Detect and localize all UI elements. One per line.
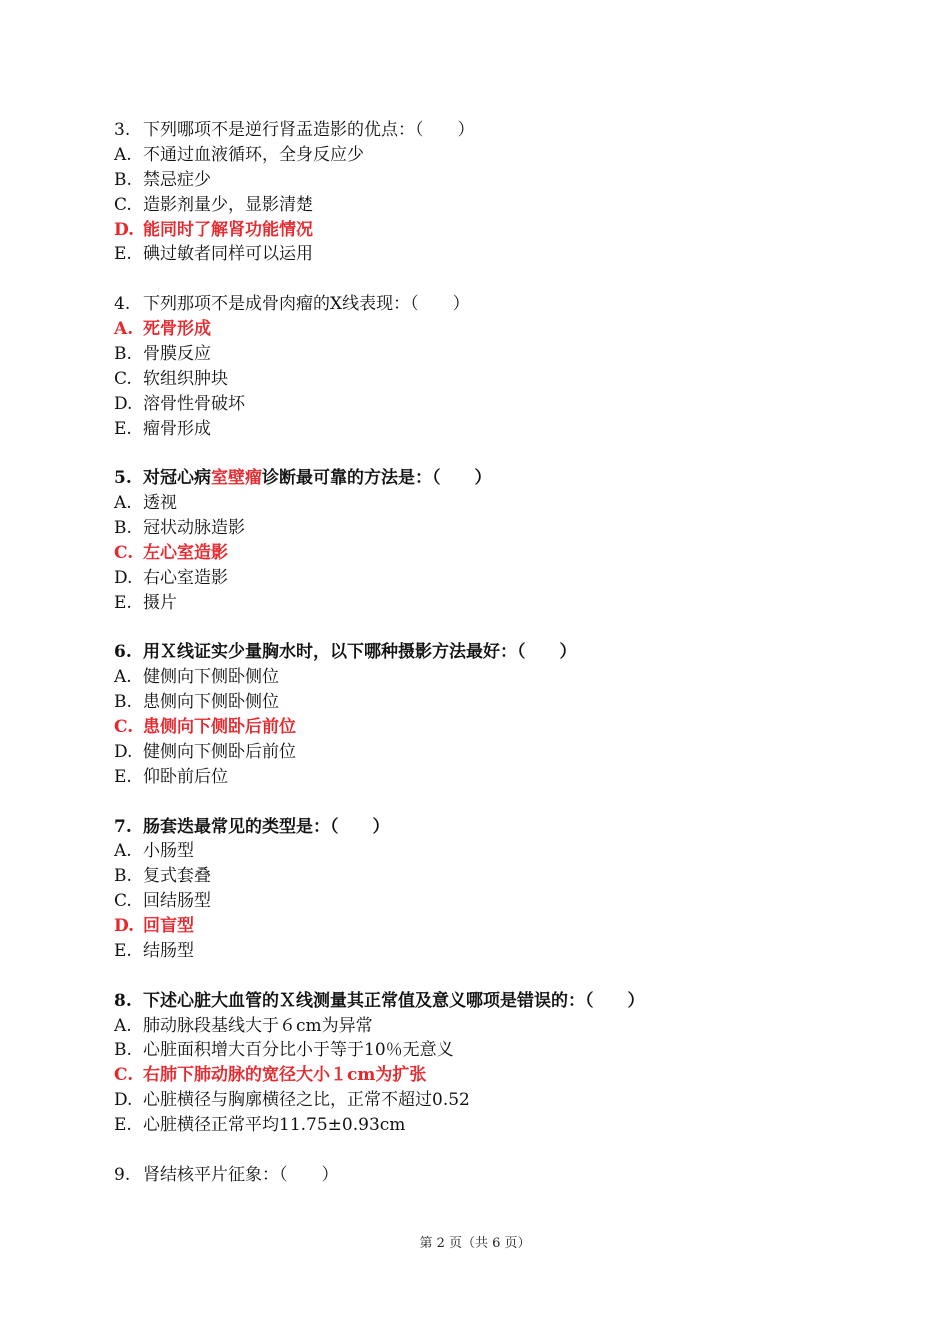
option-b: B. 复式套叠 xyxy=(114,866,211,887)
option-d: D. 健侧向下侧卧后前位 xyxy=(114,741,296,762)
option-d: D. 溶骨性骨破坏 xyxy=(114,393,245,414)
option-d-correct: D. 能同时了解肾功能情况 xyxy=(114,219,313,240)
option-e: E. 仰卧前后位 xyxy=(114,766,228,787)
question-6 xyxy=(114,640,874,789)
question-text: 用Ｘ线证实少量胸水时，以下哪种摄影方法最好：（ ） xyxy=(143,642,577,663)
question-text: 下述心脏大血管的Ｘ线测量其正常值及意义哪项是错误的：（ ） xyxy=(143,990,645,1011)
question-stem xyxy=(114,640,874,665)
option-c: C. 造影剂量少，显影清楚 xyxy=(114,194,313,215)
option-b: B. 禁忌症少 xyxy=(114,169,211,190)
option-c: C. 回结肠型 xyxy=(114,891,211,912)
question-highlight: 室壁瘤 xyxy=(211,468,262,489)
option-d-correct: D. 回盲型 xyxy=(114,916,194,937)
option-a: A. 透视 xyxy=(114,493,177,514)
option-d: D. 右心室造影 xyxy=(114,567,228,588)
option-a: A. 健侧向下侧卧侧位 xyxy=(114,667,279,688)
question-number: 8. xyxy=(114,990,132,1011)
question-text: 下列那项不是成骨肉瘤的X线表现：（ ） xyxy=(143,294,470,315)
question-number: 7. xyxy=(114,816,132,837)
question-stem xyxy=(114,989,874,1014)
option-e: E. 瘤骨形成 xyxy=(114,418,211,439)
question-number: 9. xyxy=(114,1164,131,1185)
question-stem xyxy=(114,1163,874,1188)
option-b: B. 患侧向下侧卧侧位 xyxy=(114,692,279,713)
question-number: 3. xyxy=(114,120,131,140)
question-number: 6. xyxy=(114,642,132,663)
question-stem xyxy=(114,118,874,143)
option-b: B. 冠状动脉造影 xyxy=(114,518,245,539)
question-5 xyxy=(114,466,874,615)
question-text: 肾结核平片征象：（ ） xyxy=(143,1164,339,1185)
option-e: E. 摄片 xyxy=(114,592,177,613)
question-stem xyxy=(114,815,874,840)
option-c-correct: C. 右肺下肺动脉的宽径大小１cm为扩张 xyxy=(114,1065,427,1086)
option-a: A. 肺动脉段基线大于６cm为异常 xyxy=(114,1015,373,1036)
option-a-correct: A. 死骨形成 xyxy=(114,319,211,340)
question-7 xyxy=(114,815,874,964)
question-3 xyxy=(114,118,874,267)
question-stem xyxy=(114,466,874,491)
question-4 xyxy=(114,292,874,441)
question-text-pre: 对冠心病 xyxy=(143,468,211,489)
option-a: A. 不通过血液循环，全身反应少 xyxy=(114,144,364,165)
option-d: D. 心脏横径与胸廓横径之比，正常不超过0.52 xyxy=(114,1090,470,1111)
question-text: 肠套迭最常见的类型是：（ ） xyxy=(143,816,390,837)
question-number: 4. xyxy=(114,294,131,315)
option-b: B. 心脏面积增大百分比小于等于10％无意义 xyxy=(114,1040,454,1061)
option-e: E. 结肠型 xyxy=(114,941,194,962)
option-c-correct: C. 患侧向下侧卧后前位 xyxy=(114,717,296,738)
question-8 xyxy=(114,989,874,1138)
option-c: C. 软组织肿块 xyxy=(114,368,228,389)
question-number: 5. xyxy=(114,468,132,489)
page-footer: 第 2 页（共 6 页） xyxy=(419,1236,531,1251)
option-e: E. 碘过敏者同样可以运用 xyxy=(114,244,313,265)
question-text: 下列哪项不是逆行肾盂造影的优点：（ ） xyxy=(143,120,475,140)
question-text-post: 诊断最可靠的方法是：（ ） xyxy=(262,468,492,489)
option-a: A. 小肠型 xyxy=(114,841,194,862)
question-9 xyxy=(114,1163,874,1188)
option-e: E. 心脏横径正常平均11.75±0.93cm xyxy=(114,1115,406,1136)
option-c-correct: C. 左心室造影 xyxy=(114,542,228,563)
question-list xyxy=(114,118,874,1213)
question-stem xyxy=(114,292,874,317)
option-b: B. 骨膜反应 xyxy=(114,343,211,364)
